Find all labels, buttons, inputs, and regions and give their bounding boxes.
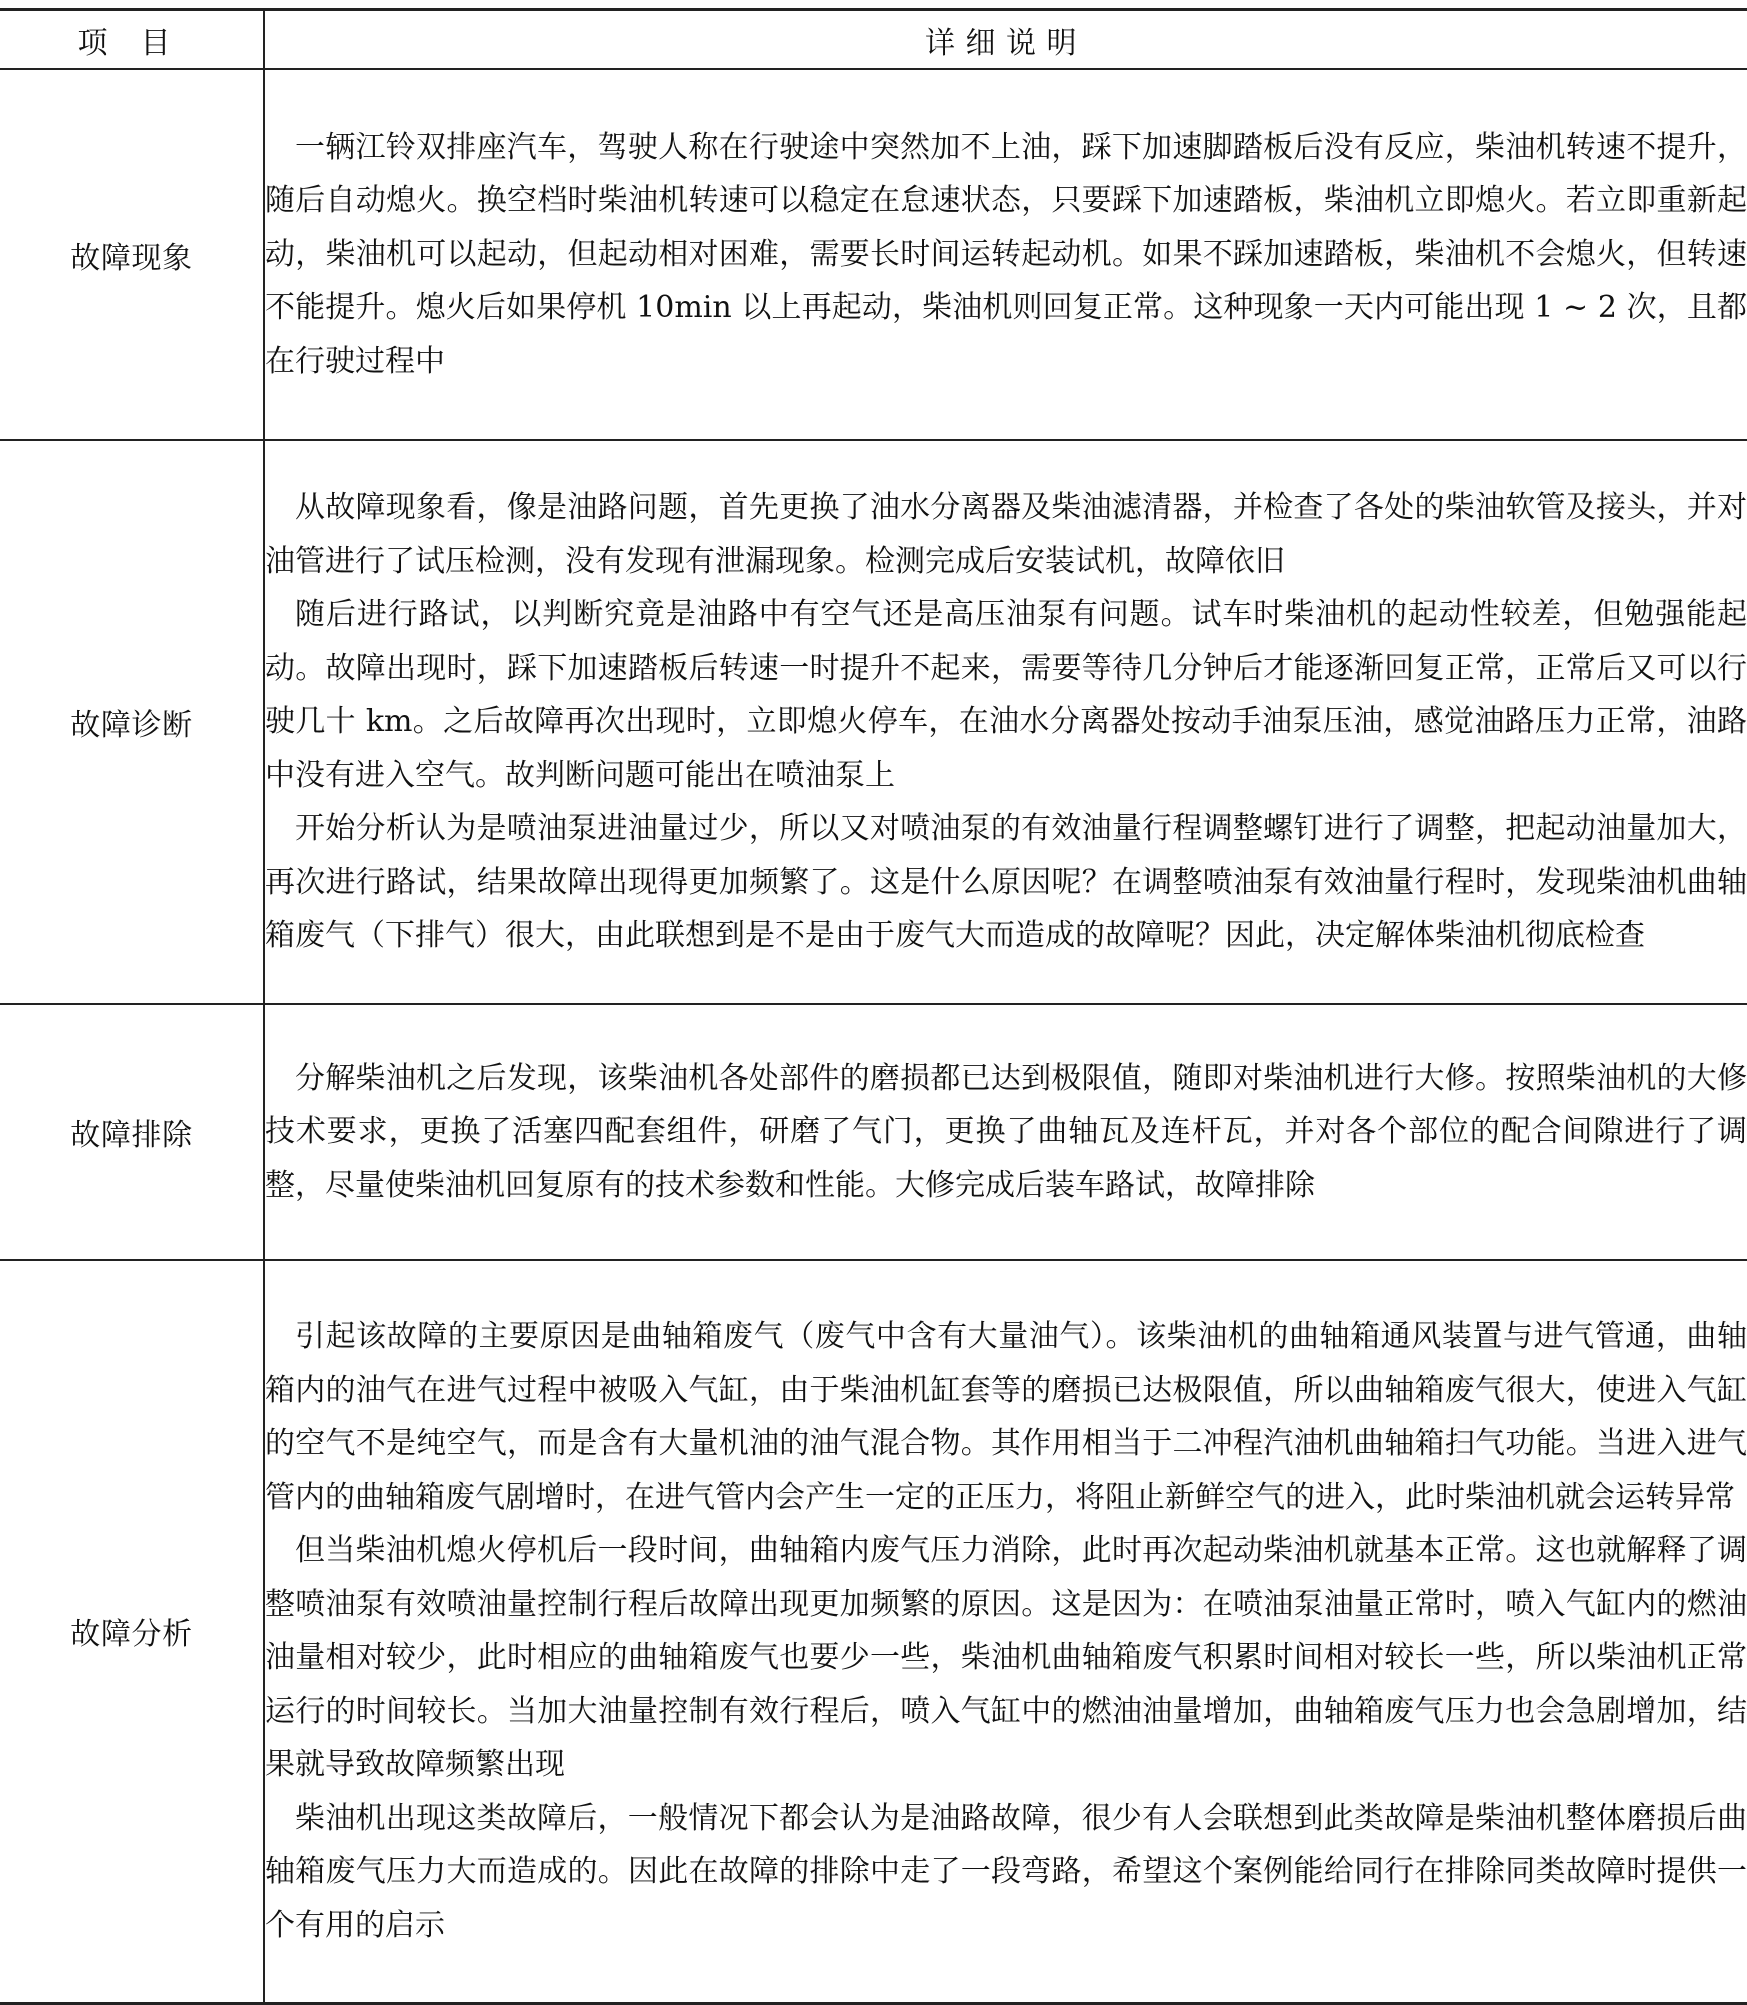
row-detail (264, 440, 1747, 1004)
table-row (0, 1260, 1747, 2003)
row-label: 故障诊断 (0, 440, 264, 1004)
row-detail (264, 1004, 1747, 1260)
row-detail (264, 1260, 1747, 2003)
detail-paragraph: 引起该故障的主要原因是曲轴箱废气（废气中含有大量油气）。该柴油机的曲轴箱通风装置与进气管通，曲轴箱内的油气在进气过程中被吸入气缸，由于柴油机缸套等的磨损已达极限值，所以曲轴箱废气很大，使进入气缸的空气不是纯空气，而是含有大量机油的油气混合物。其作用相当于二冲程汽油机曲轴箱扫气功能。当进入进气管内的曲轴箱废气剧增时，在进气管内会产生一定的正压力，将阻止新鲜空气的进入，此时柴油机就会运转异常 (265, 1319, 1747, 1515)
table-row (0, 69, 1747, 440)
detail-paragraph: 柴油机出现这类故障后，一般情况下都会认为是油路故障，很少有人会联想到此类故障是柴油机整体磨损后曲轴箱废气压力大而造成的。因此在故障的排除中走了一段弯路，希望这个案例能给同行在排除同类故障时提供一个有用的启示 (265, 1800, 1747, 1943)
table-row (0, 440, 1747, 1004)
row-detail (264, 69, 1747, 440)
detail-paragraph: 一辆江铃双排座汽车，驾驶人称在行驶途中突然加不上油，踩下加速脚踏板后没有反应，柴油机转速不提升，随后自动熄火。换空档时柴油机转速可以稳定在怠速状态，只要踩下加速踏板，柴油机立即熄火。若立即重新起动，柴油机可以起动，但起动相对困难，需要长时间运转起动机。如果不踩加速踏板，柴油机不会熄火，但转速不能提升。熄火后如果停机 10min 以上再起动，柴油机则回复正常。这种现象一天内可能出现 1 ~ 2 次，且都在行驶过程中 (265, 129, 1747, 379)
detail-paragraph: 开始分析认为是喷油泵进油量过少，所以又对喷油泵的有效油量行程调整螺钉进行了调整，把起动油量加大，再次进行路试，结果故障出现得更加频繁了。这是什么原因呢？在调整喷油泵有效油量行程时，发现柴油机曲轴箱废气（下排气）很大，由此联想到是不是由于废气大而造成的故障呢？因此，决定解体柴油机彻底检查 (265, 811, 1747, 954)
table-row (0, 1004, 1747, 1260)
detail-paragraph: 从故障现象看，像是油路问题，首先更换了油水分离器及柴油滤清器，并检查了各处的柴油软管及接头，并对油管进行了试压检测，没有发现有泄漏现象。检测完成后安装试机，故障依旧 (265, 490, 1747, 579)
header-detail: 详细说明 (264, 10, 1747, 70)
fault-case-table (0, 8, 1747, 2005)
header-item: 项目 (0, 10, 264, 70)
detail-paragraph: 分解柴油机之后发现，该柴油机各处部件的磨损都已达到极限值，随即对柴油机进行大修。按照柴油机的大修技术要求，更换了活塞四配套组件，研磨了气门，更换了曲轴瓦及连杆瓦，并对各个部位的配合间隙进行了调整，尽量使柴油机回复原有的技术参数和性能。大修完成后装车路试，故障排除 (265, 1060, 1747, 1203)
row-label: 故障排除 (0, 1004, 264, 1260)
row-label: 故障分析 (0, 1260, 264, 2003)
table-header-row (0, 10, 1747, 70)
detail-paragraph: 随后进行路试，以判断究竟是油路中有空气还是高压油泵有问题。试车时柴油机的起动性较差，但勉强能起动。故障出现时，踩下加速踏板后转速一时提升不起来，需要等待几分钟后才能逐渐回复正常，正常后又可以行驶几十 km。之后故障再次出现时，立即熄火停车，在油水分离器处按动手油泵压油，感觉油路压力正常，油路中没有进入空气。故判断问题可能出在喷油泵上 (265, 597, 1747, 793)
row-label: 故障现象 (0, 69, 264, 440)
detail-paragraph: 但当柴油机熄火停机后一段时间，曲轴箱内废气压力消除，此时再次起动柴油机就基本正常。这也就解释了调整喷油泵有效喷油量控制行程后故障出现更加频繁的原因。这是因为：在喷油泵油量正常时，喷入气缸内的燃油油量相对较少，此时相应的曲轴箱废气也要少一些，柴油机曲轴箱废气积累时间相对较长一些，所以柴油机正常运行的时间较长。当加大油量控制有效行程后，喷入气缸中的燃油油量增加，曲轴箱废气压力也会急剧增加，结果就导致故障频繁出现 (265, 1533, 1747, 1783)
